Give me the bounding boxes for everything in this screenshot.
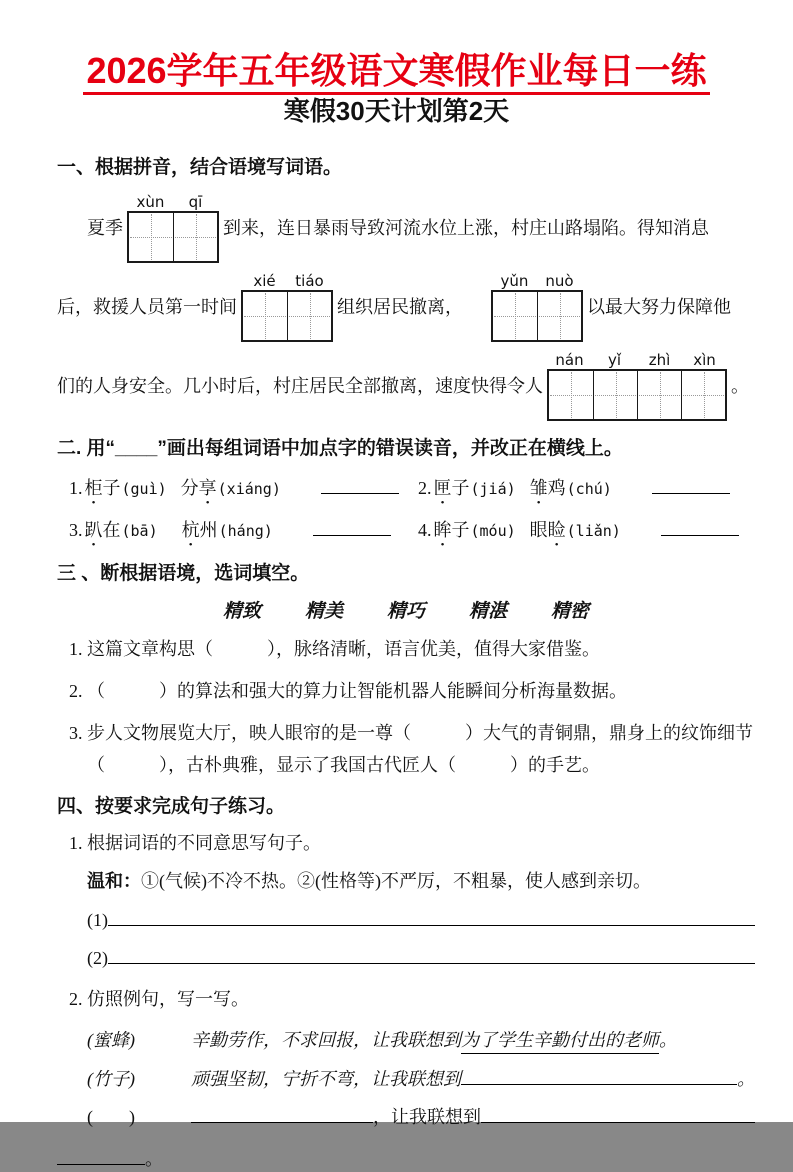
dotted-char: 眸 <box>433 520 452 541</box>
pinyin-row <box>241 273 333 290</box>
word-definitions: ①(气候)不冷不热。②(性格等)不严厉，不粗暴，使人感到亲切。 <box>141 870 651 891</box>
answer-blank <box>108 908 755 926</box>
page-title: 2026学年五年级语文寒假作业每日一练 <box>83 50 709 95</box>
item-number: 2. <box>69 988 83 1009</box>
sentence-end: 。 <box>737 1068 755 1089</box>
open-subject-parens: ( ) <box>87 1106 135 1127</box>
write-boxes <box>127 211 219 263</box>
section-4 <box>57 795 755 1172</box>
write-boxes <box>547 369 727 421</box>
section-2-heading: 二. 用“____”画出每组词语中加点字的错误读音，并改正在横线上。 <box>57 437 623 459</box>
title-block <box>38 50 755 126</box>
practice-line-continuation <box>57 1146 755 1172</box>
dotted-char: 杭 <box>181 520 200 541</box>
pinyin-row <box>547 352 727 369</box>
pinyin-reading: (jiá) <box>470 480 516 499</box>
phonics-item-1 <box>57 466 406 508</box>
word-bank-item: 精巧 <box>386 601 425 623</box>
section-3 <box>57 562 755 781</box>
pinyin-reading: (xiáng) <box>217 480 281 499</box>
answer-blank <box>661 520 739 536</box>
item-number: 3. <box>69 520 83 541</box>
item-number: 1. <box>69 639 83 660</box>
phonics-item-3 <box>57 508 406 550</box>
item-number: 3. <box>69 723 83 744</box>
practice-body: 顽强坚韧，宁折不弯，让我联想到 <box>191 1068 461 1089</box>
write-cell <box>681 371 725 419</box>
section-1 <box>57 156 755 421</box>
dotted-char: 趴 <box>84 520 103 541</box>
write-cell <box>493 292 537 340</box>
sentence-item-1 <box>57 827 755 859</box>
word-post: 子 <box>451 520 470 541</box>
word-post: 子 <box>451 478 470 499</box>
section-1-line-3 <box>57 352 755 421</box>
word-with-dot <box>85 474 121 500</box>
word-pre: 分 <box>180 478 199 499</box>
example-body: 辛勤劳作，不求回报，让我联想到 <box>191 1029 461 1050</box>
item-number: 2. <box>69 681 83 702</box>
word-bank <box>57 596 755 623</box>
pinyin-syllable: zhì <box>648 350 671 369</box>
blank-label: (1) <box>87 909 108 930</box>
item-number: 2. <box>418 478 432 499</box>
blank-label: (2) <box>87 947 108 968</box>
write-boxes <box>491 290 583 342</box>
word-post: 鸡 <box>547 478 566 499</box>
section-2 <box>57 437 755 551</box>
word-with-dot <box>434 516 470 542</box>
section-1-line-2 <box>57 273 755 342</box>
pinyin-reading: (chú) <box>566 480 612 499</box>
write-box-group-xietiao <box>241 273 333 342</box>
item-number: 1. <box>69 832 83 853</box>
pinyin-syllable: xié <box>253 271 276 290</box>
line3-pre-text: 们的人身安全。几小时后，村庄居民全部撤离，速度快得令人 <box>57 375 543 396</box>
pinyin-syllable: xùn <box>136 192 165 211</box>
dotted-char: 柜 <box>84 478 103 499</box>
answer-blank <box>57 1147 145 1165</box>
write-box-group-yunnuo <box>491 273 583 342</box>
answer-line-2 <box>57 945 755 971</box>
line1-post-text: 到来，连日暴雨导致河流水位上涨，村庄山路塌陷。得知消息 <box>223 217 709 238</box>
pinyin-reading: (bā) <box>121 522 158 541</box>
word-bank-item: 精湛 <box>469 601 508 623</box>
pinyin-syllable: yǐ <box>607 350 622 369</box>
answer-blank <box>652 478 730 494</box>
answer-blank <box>108 946 755 964</box>
fill-item-3 <box>57 717 755 781</box>
write-cell <box>549 371 593 419</box>
line2-pre-text: 后，救援人员第一时间 <box>57 296 237 317</box>
line3-post-text: 。 <box>731 375 749 396</box>
item-number: 4. <box>418 520 432 541</box>
section-2-items <box>57 466 755 550</box>
sentence-item-2 <box>57 983 755 1015</box>
write-cell <box>537 292 581 340</box>
item-text: 根据词语的不同意思写句子。 <box>87 832 321 853</box>
item-text: 步人文物展览大厅，映人眼帘的是一尊（ ）大气的青铜鼎，鼎身上的纹饰细节（ ），古朴典雅，显示了我国古代匠人（ ）的手艺。 <box>87 723 753 776</box>
pinyin-syllable: nuò <box>545 271 574 290</box>
pinyin-syllable: yǔn <box>500 271 529 290</box>
pinyin-row <box>491 273 583 290</box>
connector-text: ，让我联想到 <box>373 1106 481 1127</box>
answer-blank <box>321 478 399 494</box>
word-with-dot <box>181 474 217 500</box>
answer-blank <box>191 1105 373 1123</box>
write-box-group-xunqi <box>127 194 219 263</box>
word-post: 在 <box>102 520 121 541</box>
word-post: 子 <box>102 478 121 499</box>
pinyin-reading: (guì) <box>121 480 167 499</box>
word-with-dot <box>85 516 121 542</box>
answer-blank <box>481 1105 755 1123</box>
dotted-char: 匣 <box>433 478 452 499</box>
line2-post-text: 以最大努力保障他 <box>587 296 731 317</box>
word-pre: 眼 <box>529 520 548 541</box>
section-4-heading: 四、按要求完成句子练习。 <box>57 796 286 818</box>
example-sentence <box>57 1027 755 1054</box>
write-cell <box>593 371 637 419</box>
answer-blank <box>461 1067 737 1085</box>
phonics-item-2 <box>406 466 755 508</box>
line1-pre-text: 夏季 <box>87 217 123 238</box>
word-post: 州 <box>199 520 218 541</box>
write-box-group-nanyizhixin <box>547 352 727 421</box>
line2-mid-text: 组织居民撤离， <box>337 296 463 317</box>
example-end: 。 <box>659 1029 677 1050</box>
word-with-dot <box>530 516 566 542</box>
page-subtitle: 寒假30天计划第2天 <box>283 96 510 127</box>
sentence-end: 。 <box>145 1148 163 1169</box>
practice-subject: (竹子) <box>87 1068 135 1089</box>
item-number: 1. <box>69 478 83 499</box>
word-with-dot <box>182 516 218 542</box>
pinyin-syllable: qī <box>188 192 203 211</box>
pinyin-reading: (liǎn) <box>566 522 621 541</box>
practice-line-open <box>57 1104 755 1130</box>
word-with-dot <box>530 474 566 500</box>
write-cell <box>243 292 287 340</box>
word-label: 温和： <box>87 870 141 891</box>
section-3-heading: 三 、断根据语境，选词填空。 <box>57 563 310 585</box>
section-1-line-1 <box>87 194 755 263</box>
fill-item-2 <box>57 675 755 707</box>
write-cell <box>287 292 331 340</box>
item-text: 仿照例句，写一写。 <box>87 988 249 1009</box>
pinyin-syllable: nán <box>555 350 584 369</box>
item-text: 这篇文章构思（ ），脉络清晰，语言优美，值得大家借鉴。 <box>87 639 600 660</box>
example-subject: (蜜蜂) <box>87 1029 135 1050</box>
phonics-item-4 <box>406 508 755 550</box>
write-cell <box>129 213 173 261</box>
dotted-char: 雏 <box>529 478 548 499</box>
answer-blank <box>313 520 391 536</box>
word-bank-item: 精美 <box>304 601 343 623</box>
word-with-dot <box>434 474 470 500</box>
pinyin-row <box>127 194 219 211</box>
word-bank-item: 精致 <box>222 601 261 623</box>
dotted-char: 享 <box>198 478 217 499</box>
write-boxes <box>241 290 333 342</box>
word-bank-item: 精密 <box>551 601 590 623</box>
item-text: （ ）的算法和强大的算力让智能机器人能瞬间分析海量数据。 <box>87 681 627 702</box>
section-1-heading: 一、根据拼音，结合语境写词语。 <box>57 156 343 178</box>
example-underlined-text: 为了学生辛勤付出的老师 <box>461 1027 659 1054</box>
definition-line <box>57 867 755 895</box>
fill-item-1 <box>57 633 755 665</box>
dotted-char: 睑 <box>547 520 566 541</box>
practice-line-bamboo <box>57 1066 755 1092</box>
pinyin-syllable: tiáo <box>295 271 324 290</box>
pinyin-syllable: xìn <box>693 350 716 369</box>
pinyin-reading: (háng) <box>218 522 273 541</box>
write-cell <box>173 213 217 261</box>
answer-line-1 <box>57 907 755 933</box>
pinyin-reading: (móu) <box>470 522 516 541</box>
write-cell <box>637 371 681 419</box>
